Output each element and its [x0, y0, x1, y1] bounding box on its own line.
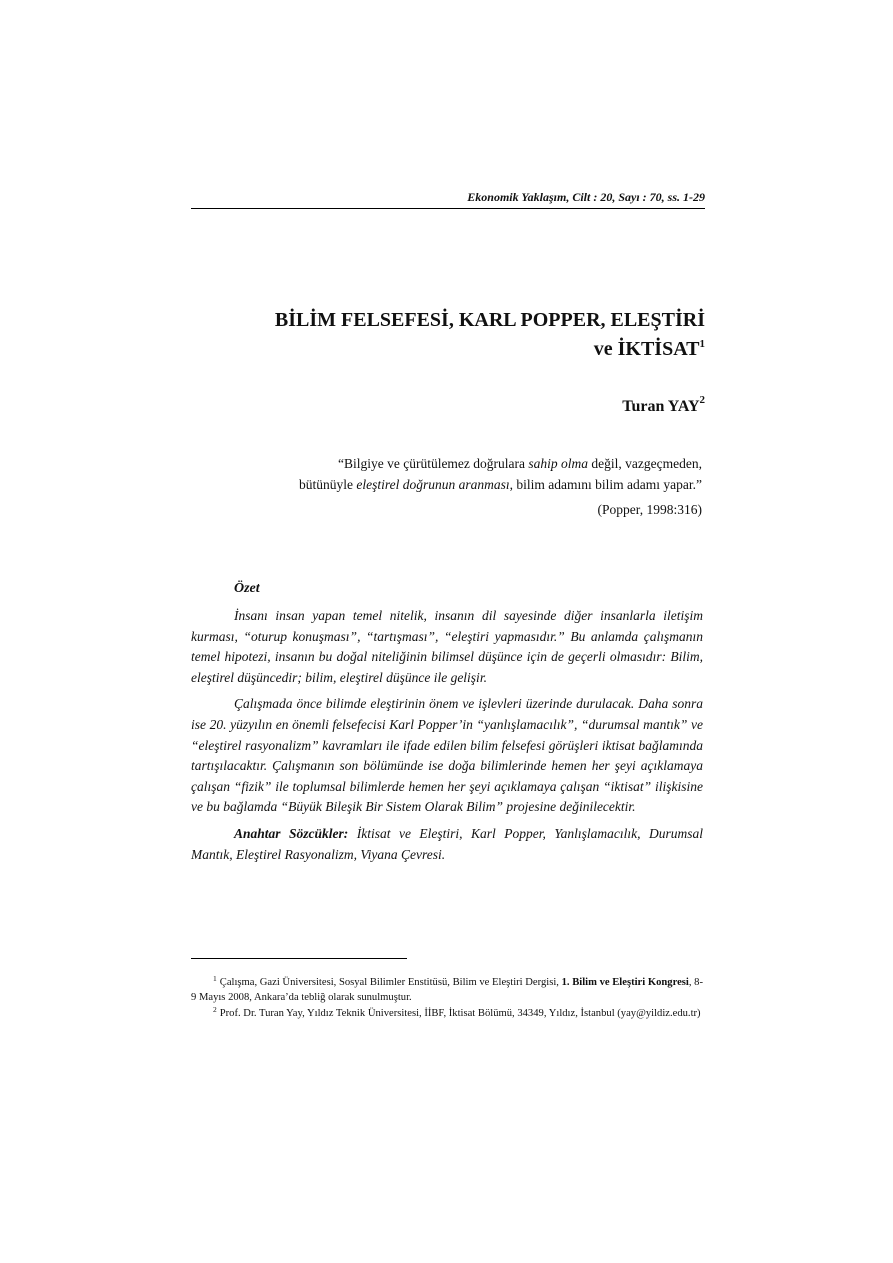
footnote-2-mark: 2: [213, 1005, 217, 1014]
author-name-text: Turan YAY: [622, 398, 700, 415]
journal-citation: Ekonomik Yaklaşım, Cilt : 20, Sayı : 70, ss. 1-29: [467, 190, 705, 204]
epigraph-emphasis: sahip olma: [528, 456, 589, 471]
journal-running-header: [191, 190, 705, 209]
epigraph-text: “Bilgiye ve çürütülemez doğrulara: [337, 456, 529, 471]
keywords-list: İktisat ve Eleştiri, Karl Popper, Yanlışlamacılık, Durumsal Mantık, Eleştirel Rasyonalizm, Viyana Çevresi.: [191, 825, 704, 862]
footnote-1-mark: 1: [213, 974, 217, 983]
paper-title: [191, 306, 705, 364]
footnote-2: [191, 1006, 703, 1021]
epigraph-emphasis: eleştirel doğrunun aranması: [356, 477, 510, 492]
footnote-1: [191, 975, 703, 1005]
epigraph-text: değil, vazgeçmeden,: [588, 456, 702, 471]
title-footnote-mark[interactable]: 1: [699, 338, 705, 350]
keywords-paragraph: [191, 824, 703, 865]
title-line-1: BİLİM FELSEFESİ, KARL POPPER, ELEŞTİRİ: [274, 309, 705, 331]
epigraph-quote: [240, 453, 702, 495]
footnote-separator: [191, 958, 407, 959]
title-line-2: [191, 335, 705, 364]
footnote-2-text: Prof. Dr. Turan Yay, Yıldız Teknik Üniversitesi, İİBF, İktisat Bölümü, 34349, Yıldız, İstanbul (yay@yildiz.edu.tr): [219, 1008, 701, 1019]
epigraph-text: bütünüyle: [299, 477, 357, 492]
author-footnote-mark[interactable]: 2: [699, 394, 705, 406]
epigraph-citation: (Popper, 1998:316): [597, 502, 702, 517]
epigraph-line-1: [240, 453, 702, 474]
author-name: [191, 394, 705, 416]
footnote-1-text: Çalışma, Gazi Üniversitesi, Sosyal Bilimler Enstitüsü, Bilim ve Eleştiri Dergisi,: [219, 977, 562, 988]
abstract-body: [191, 606, 703, 871]
abstract-paragraph-1: İnsanı insan yapan temel nitelik, insanın dil sayesinde diğer insanlarla iletişim kurması, “oturup konuşması”, “tartışması”, “eleştiri yapmasıdır.” Bu anlamda çalışmanın temel hipotezi, insanın bu doğal niteliğinin bilimsel düşünce için de geçerli olmasıdır: Bilim, eleştirel düşüncedir; bilim, eleştirel düşünce ile gelişir.: [191, 608, 703, 685]
keywords-label: Anahtar Sözcükler:: [234, 825, 349, 841]
footnote-1-bold: 1. Bilim ve Eleştiri Kongresi: [561, 977, 689, 988]
footnotes: [191, 975, 703, 1022]
footnote-1-text-end: , 8-9 Mayıs 2008, Ankara’da tebliğ olarak sunulmuştur.: [191, 977, 703, 1003]
abstract-paragraph-2: Çalışmada önce bilimde eleştirinin önem ve işlevleri üzerinde durulacak. Daha sonra ise 20. yüzyılın en önemli felsefecisi Karl Popper’in “yanlışlamacılık”, “durumsal mantık” ve “eleştirel rasyonalizm” kavramları ile ifade edilen bilim felsefesi görüşleri iktisat bağlamında tartışılacaktır. Çalışmanın son bölümünde ise doğa bilimlerinde hemen her şeyi açıklamaya çalışan “fizik” ile toplumsal bilimlerde hemen her şeyi açıklamaya çalışan “iktisat” ilişkisine ve bu bağlamda “Büyük Bileşik Bir Sistem Olarak Bilim” projesine değinilecektir.: [191, 696, 703, 815]
epigraph-line-2: [240, 474, 702, 495]
epigraph-text: , bilim adamını bilim adamı yapar.”: [509, 477, 702, 492]
title-line-2-text: ve İKTİSAT: [593, 338, 700, 360]
abstract-heading: Özet: [234, 581, 260, 596]
